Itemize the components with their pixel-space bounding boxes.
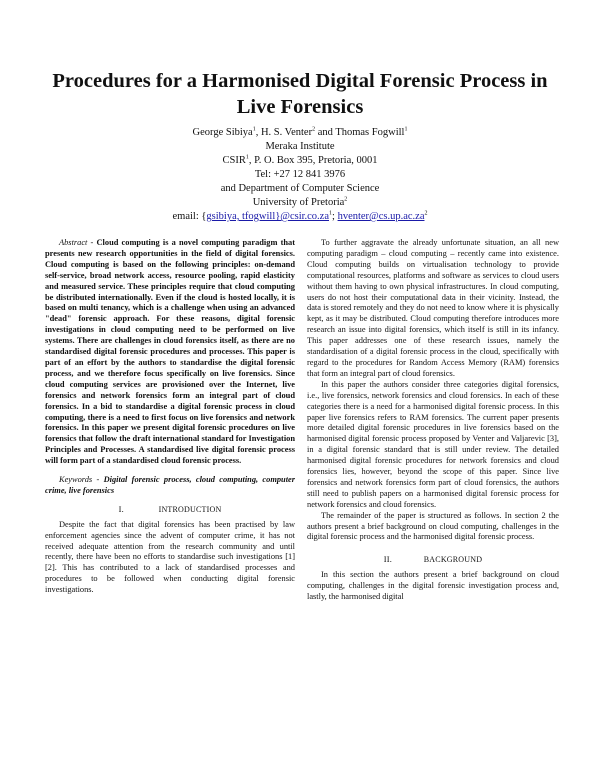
section-number: I. <box>118 504 124 514</box>
address <box>60 154 540 168</box>
email-link-csir[interactable]: gsibiya, tfogwill}@csir.co.za <box>206 211 330 222</box>
section-title: INTRODUCTION <box>158 504 222 514</box>
institute: Meraka Institute <box>265 141 335 152</box>
postal-address: , P. O. Box 395, Pretoria, 0001 <box>248 155 378 166</box>
department: and Department of Computer Science <box>220 183 380 194</box>
right-column <box>307 238 559 603</box>
section-heading-introduction <box>45 505 295 516</box>
org-name: CSIR <box>222 155 246 166</box>
affil-mark: 1 <box>404 126 408 133</box>
affil-mark: 2 <box>344 196 348 203</box>
affil-mark: 1 <box>329 210 333 217</box>
affil-mark: 2 <box>312 126 316 133</box>
email-link-up[interactable]: hventer@cs.up.ac.za <box>337 211 425 222</box>
intro-paragraph: Despite the fact that digital forensics has been practised by law enforcement agencies since the advent of computer crime, it has not received adequate attention from the research community and until recently, there have been no efforts to standardise such investigations [1] [2]. This has contributed to a lack of standardised processes and procedures to be followed when conducting digital forensic investigations. <box>45 519 295 595</box>
paragraph: To further aggravate the already unfortunate situation, an all new computing paradigm – cloud computing – recently came into existence. Cloud computing builds on virtualisation technology to provide computational resources, platforms and software as services to cloud users without them having to own physical infrastructures. In cloud computing, users do not host their computational data in their vicinity. Instead, the data is stored remotely and they do not need to know where it is physically kept, as it may be distributed. Cloud computing therefore introduces more research an issue into digital forensics, which itself is still in its infancy. This paper addresses one of these research issues, namely the standardisation of a digital forensic process in the cloud, specifically with regard to the procedures for Random Access Memory (RAM) forensics that form an integral part of cloud forensics. <box>307 238 559 378</box>
telephone: Tel: +27 12 841 3976 <box>254 169 346 180</box>
left-column <box>45 238 295 596</box>
author-3: and Thomas Fogwill <box>315 127 405 138</box>
paper-title: Procedures for a Harmonised Digital Forensic Process in Live Forensics <box>52 70 548 118</box>
paragraph: In this paper the authors consider three categories digital forensics, i.e., live forensics, network forensics and cloud forensics. In each of these categories there is a need for a harmonised digital forensic process. In this paper live forensics refers to RAM forensics. The current paper presents more detailed digital forensic procedures in live forensics based on the harmonised digital forensic process proposed by Venter and Valjarevic [3], in a digital forensic standard that is still under review. The detailed harmonised digital forensic procedures for network forensics and cloud forensics lies, however, beyond the scope of this paper. Since live forensics and network forensics form part of cloud forensics, the authors still need to publish papers on a harmonised digital forensic process for network forensics and cloud forensics. <box>307 379 559 509</box>
abstract-label: Abstract - <box>59 238 94 247</box>
affil-mark: 1 <box>245 154 249 161</box>
author-block <box>60 126 540 224</box>
keywords <box>45 475 295 497</box>
email-line <box>60 210 540 224</box>
keywords-label: Keywords - <box>59 475 100 485</box>
section-heading-background <box>307 555 559 566</box>
email-separator: ; <box>332 211 338 222</box>
university <box>60 196 540 210</box>
abstract-text: Cloud computing is a novel computing paradigm that presents new research opportunities in the field of digital forensics. Cloud computing is based on the following principles: on-demand self-service, broad network access, resource pooling, rapid elasticity and measured service. These principles require that cloud computing be distributed internationally. Even if the cloud is hosted locally, it is based on multi tenancy, which is a challenge when using an advanced "dead" forensic approach. For these reasons, digital forensic investigations in cloud computing need to be performed on live systems. There are challenges in cloud forensics itself, as there are no standardised digital forensic procedures and processes. This paper is part of an effort by the authors to standardise the digital forensic process, and we therefore focus specifically on live forensics. Since cloud computing services are provisioned over the Internet, live forensics and network forensics form an integral part of cloud forensics. In a bid to standardise a digital forensic process in cloud computing, there is a need to first focus on live forensics and network forensics. In this paper we present digital forensic procedures on live forensics that follow the draft international standard for Investigation Principles and Processes. A standardised live digital forensic process will form part of a standardised cloud forensic process. <box>45 238 296 466</box>
abstract <box>45 238 295 467</box>
author-names <box>60 126 540 140</box>
background-paragraph: In this section the authors present a brief background on cloud computing, challenges in the digital forensic investigation process and, lastly, the harmonised digital <box>307 570 559 602</box>
email-label: email: { <box>172 211 207 222</box>
author-2: , H. S. Venter <box>255 127 313 138</box>
keywords-text: Digital forensic process, cloud computing, computer crime, live forensics <box>45 475 295 495</box>
university-name: University of Pretoria <box>252 197 345 208</box>
section-number: II. <box>383 555 393 565</box>
section-title: BACKGROUND <box>423 555 483 565</box>
affil-mark: 2 <box>424 210 428 217</box>
paragraph: The remainder of the paper is structured as follows. In section 2 the authors present a brief background on cloud computing, challenges in the digital forensic process and the harmonised digital forensic process. <box>307 510 559 542</box>
affil-mark: 1 <box>252 126 256 133</box>
author-1: George Sibiya <box>192 127 253 138</box>
